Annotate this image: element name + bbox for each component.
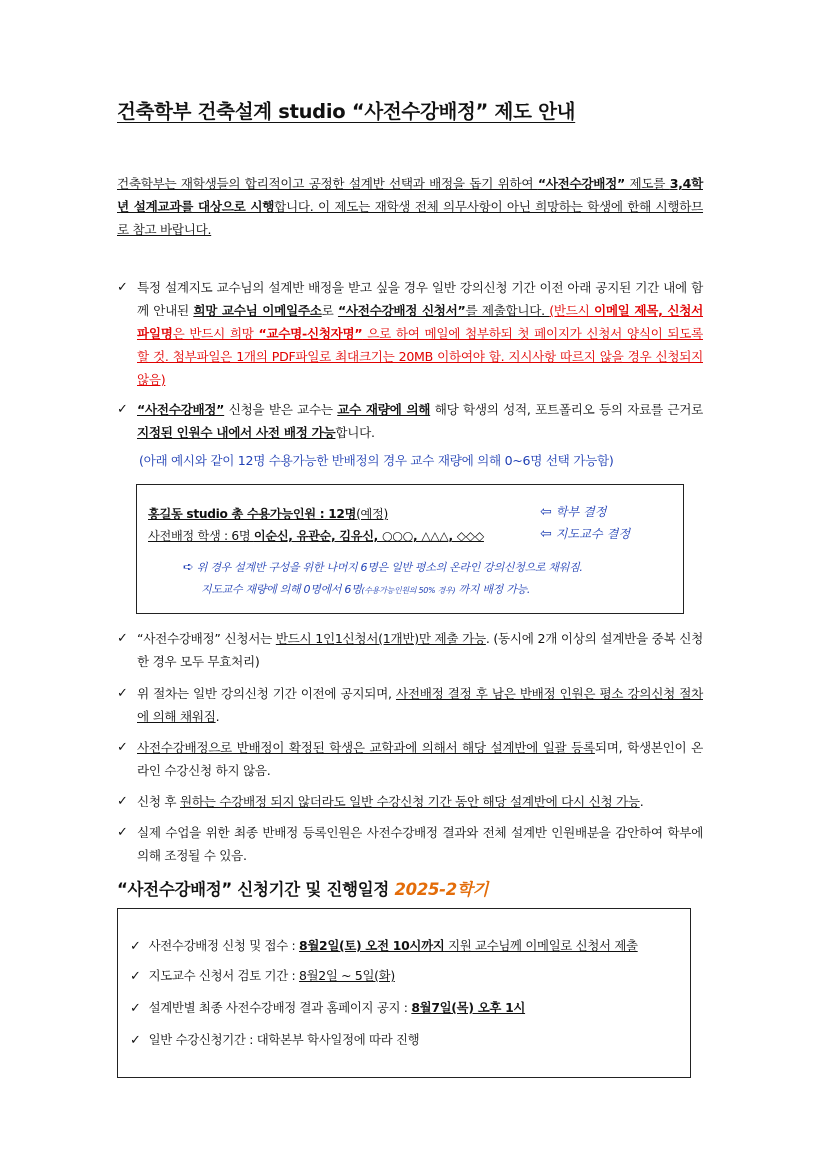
range-text: 지도교수 재량에 의해 0명에서 6명: [201, 583, 362, 596]
schedule-item-general: [130, 1030, 419, 1048]
list-item-application: [117, 276, 703, 391]
item-text: 실제 수업을 위한 최종 반배정 등록인원은 사전수강배정 결과와 전체 설계반 인원배분을 감안하여 학부에 의해 조정될 수 있음.: [137, 825, 703, 863]
list-item-reapply: [117, 790, 703, 813]
schedule-text: 지도교수 신청서 검토 기간 :: [148, 968, 300, 983]
item-text: .: [639, 794, 644, 809]
schedule-text: 일반 수강신청기간 : 대학본부 학사일정에 따라 진행: [148, 1032, 420, 1047]
item-text: 합니다.: [335, 425, 375, 440]
range-text-end: 까지 배정 가능.: [455, 583, 531, 596]
schedule-box: [117, 908, 691, 1078]
schedule-text: 사전수강배정 신청 및 접수 :: [148, 938, 300, 953]
check-icon: ✓: [117, 280, 128, 295]
left-arrow-icon: ⇦: [540, 526, 552, 542]
schedule-heading-text: “사전수강배정” 신청기간 및 진행일정: [117, 880, 395, 899]
item-text: 해당 학생의 성적, 포트폴리오 등의 자료를 근거로: [430, 402, 704, 417]
semester-label: 2025-2학기: [394, 880, 489, 899]
intro-text-1: 건축학부는 재학생들의 합리적이고 공정한 설계반 선택과 배정을 돕기 위하여: [117, 176, 538, 191]
intro-paragraph: [117, 172, 703, 241]
item-text: 로: [321, 303, 338, 318]
warning-text: 으로 하여 메일에 첨부하되 첫 페이지가 신청서 양식이 되도록 할 것. 첨부파일은 1개의 PDF파일로 최대크기는 20MB 이하여야 함. 지시사항 따르지 않을 경우 신청되지 않음): [137, 326, 703, 387]
intro-text-3: 합니다. 이 제도는 재학생 전체 의무사항이 아닌 희망하는 학생에 한해 시행하므로 참고 바랍니다.: [117, 199, 704, 237]
check-icon: ✓: [130, 1001, 141, 1016]
page-title: 건축학부 건축설계 studio “사전수강배정” 제도 안내: [117, 100, 576, 123]
check-icon: ✓: [117, 740, 128, 755]
range-small-text: (수용가능인원의 50% 경우): [361, 586, 456, 595]
list-item-registration: [117, 736, 703, 782]
example-range-note: [201, 581, 530, 597]
example-note: (아래 예시와 같이 12명 수용가능한 반배정의 경우 교수 재량에 의해 0~6명 선택 가능함): [139, 453, 614, 468]
list-item-professor-discretion: [117, 398, 703, 444]
intro-bold-2: 3,4학년 설계교과를 대상으로 시행: [117, 176, 703, 214]
check-icon: ✓: [117, 825, 128, 840]
check-icon: ✓: [130, 939, 141, 954]
item-bold: “사전수강배정 신청서”: [337, 303, 466, 318]
item-text: 신청을 받은 교수는: [224, 402, 338, 417]
item-text: 되며, 학생본인이 온라인 수강신청 하지 않음.: [137, 740, 704, 778]
item-bold: 희망 교수님 이메일주소: [193, 303, 322, 318]
schedule-text: 지원 교수님께 이메일로 신청서 제출: [444, 938, 638, 953]
item-bold: 교수 재량에 의해: [337, 402, 431, 417]
example-remainder-note: [183, 559, 583, 575]
students-label: 사전배정 학생 : 6명: [148, 529, 254, 543]
remainder-text: 위 경우 설계반 구성을 위한 나머지 6명은 일반 평소의 온라인 강의신청으로 채워짐.: [196, 561, 583, 574]
department-decision-note: [540, 503, 607, 520]
example-line-students: [148, 527, 484, 544]
item-text: 신청 후: [137, 794, 181, 809]
decision-text: 지도교수 결정: [555, 527, 631, 541]
item-text: 를 제출합니다.: [465, 303, 550, 318]
schedule-underline: 8월2일 ~ 5일(화): [299, 968, 395, 983]
item-text: “사전수강배정” 신청서는: [137, 631, 276, 646]
check-icon: ✓: [130, 1033, 141, 1048]
decision-text: 학부 결정: [555, 505, 607, 519]
check-icon: ✓: [117, 794, 128, 809]
check-icon: ✓: [117, 631, 128, 646]
left-arrow-icon: ⇦: [540, 504, 552, 520]
warning-text: (반드시: [549, 303, 594, 318]
item-text: . (동시에 2개 이상의 설계반을 중복 신청한 경우 모두 무효처리): [137, 631, 703, 669]
check-icon: ✓: [117, 402, 128, 417]
professor-decision-note: [540, 525, 630, 542]
intro-text-2: 제도를: [624, 176, 670, 191]
item-bold: 지정된 인원수 내에서 사전 배정 가능: [137, 425, 336, 440]
item-text: 위 절차는 일반 강의신청 기간 이전에 공지되며,: [137, 686, 396, 701]
item-underline: 반드시 1인1신청서(1개반)만 제출 가능: [275, 631, 486, 646]
item-underline: 원하는 수강배정 되지 않더라도 일반 수강신청 기간 동안 해당 설계반에 다시 신청 가능: [180, 794, 640, 809]
item-text: .: [215, 709, 220, 724]
check-icon: ✓: [130, 969, 141, 984]
item-bold: “사전수강배정”: [137, 402, 225, 417]
list-item-procedure: [117, 682, 703, 728]
list-item-single-application: [117, 627, 703, 673]
warning-text: 은 반드시 희망: [172, 326, 259, 341]
item-underline: 사전수강배정으로 반배정이 확정된 학생은 교학과에 의해서 해당 설계반에 일괄 등록: [137, 740, 595, 755]
capacity-bold: 홍길동 studio 총 수용가능인원 : 12명: [148, 507, 357, 521]
schedule-item-result: [130, 998, 525, 1016]
capacity-note: (예정): [356, 507, 388, 521]
schedule-item-application: [130, 936, 638, 954]
schedule-heading: [117, 876, 488, 900]
schedule-bold: 8월2일(토) 오전 10시까지: [299, 938, 445, 953]
right-arrow-icon: ➪: [183, 560, 194, 575]
item-text: 특정 설계지도 교수님의 설계반 배정을 받고 싶을 경우 일반 강의신청 기간 이전 아래 공지된 기간 내에 함께 안내된: [137, 280, 703, 318]
students-list: 이순신, 유관순, 김유신, ○○○, △△△, ◇◇◇: [253, 529, 484, 543]
warning-bold: “교수명-신청자명”: [258, 326, 363, 341]
example-line-capacity: [148, 505, 388, 522]
check-icon: ✓: [117, 686, 128, 701]
item-underline: 사전배정 결정 후 남은 반배정 인원은 평소 강의신청 절차에 의해 채워짐: [137, 686, 703, 724]
intro-bold-1: “사전수강배정”: [537, 176, 625, 191]
warning-bold: 이메일 제목, 신청서파일명: [137, 303, 703, 341]
list-item-final-adjustment: [117, 821, 703, 867]
schedule-bold: 8월7일(목) 오후 1시: [411, 1000, 526, 1015]
example-box: [136, 484, 684, 614]
schedule-item-review: [130, 966, 395, 984]
schedule-text: 설계반별 최종 사전수강배정 결과 홈페이지 공지 :: [148, 1000, 412, 1015]
